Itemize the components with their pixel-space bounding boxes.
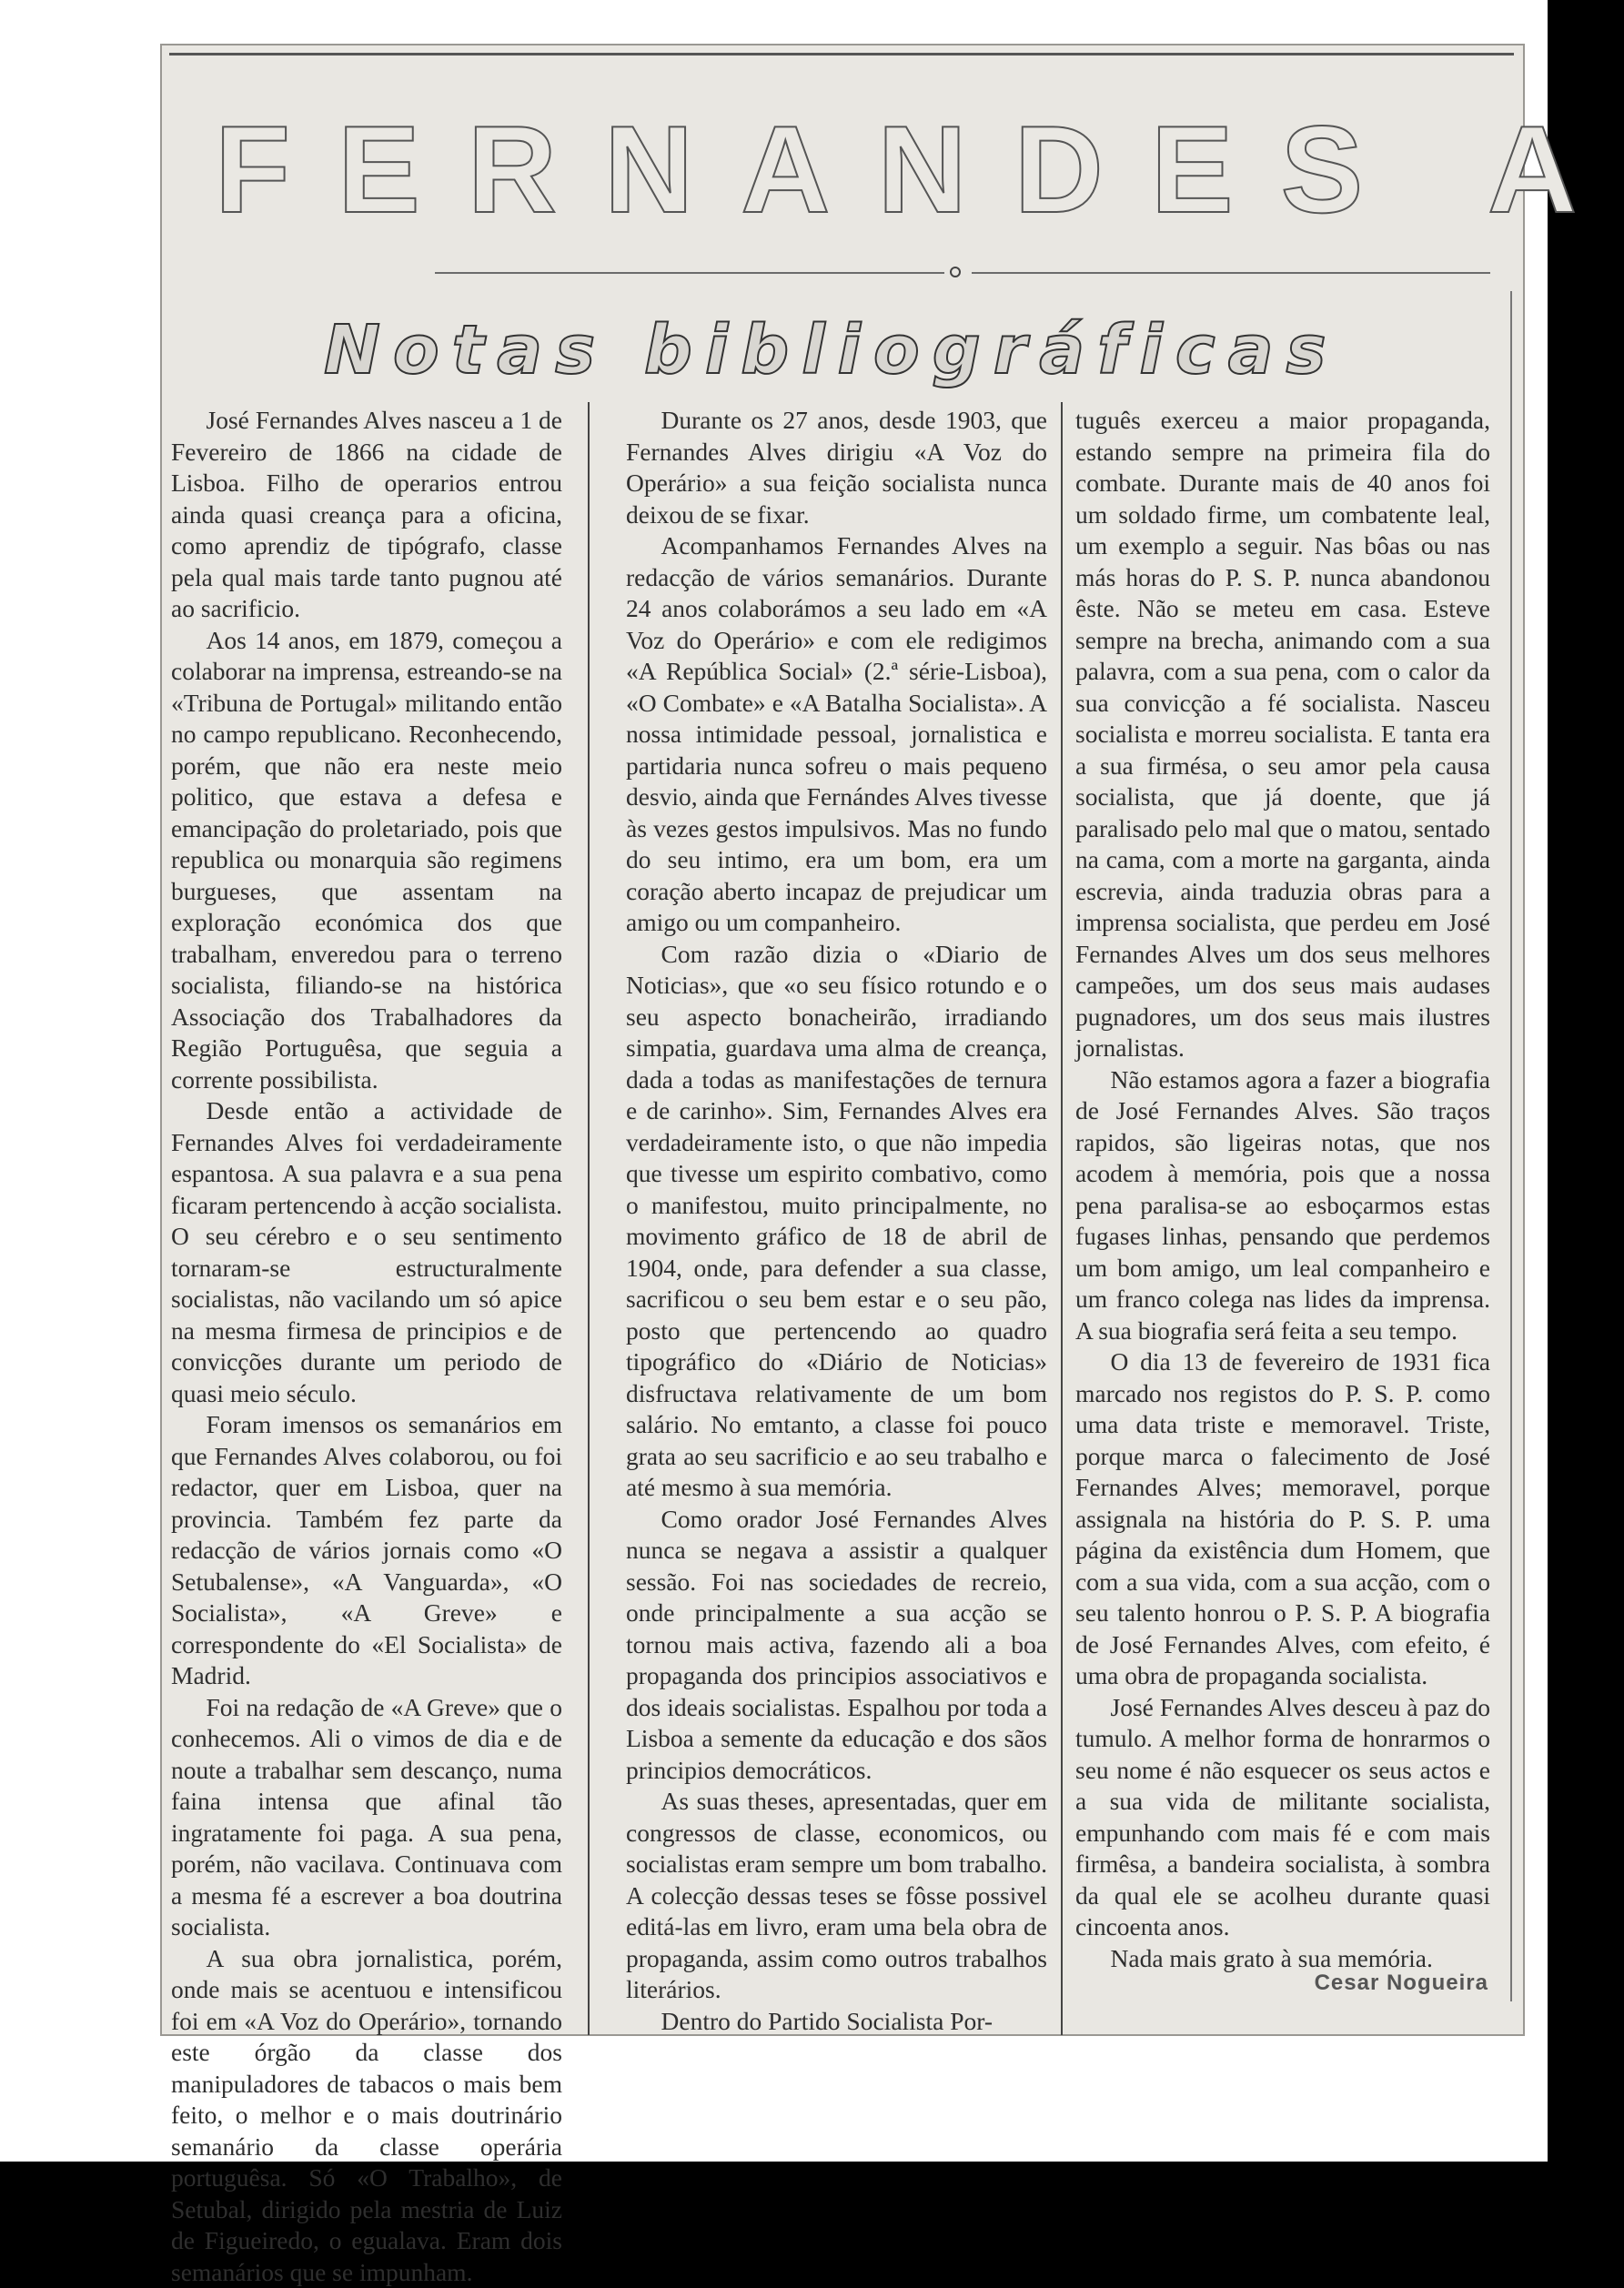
paragraph: O dia 13 de fevereiro de 1931 fica marcado nos registos do P. S. P. como uma data triste e memoravel. Triste, porque marca o falecimento de José Fernandes Alves; memoravel, porque assignala na história do P. S. P. uma página da existência dum Homem, que com a sua vida, com a sua acção, com o seu talento honrou o P. S. P. A biografia de José Fernandes Alves, com efeito, é uma obra de propaganda socialista. [1075,1346,1490,1692]
clipping-edge-line [1510,291,1512,2001]
column-rule [1061,402,1063,2035]
paragraph: Não estamos agora a fazer a biografia de José Fernandes Alves. São traços rapidos, são ligeiras notas, que nos acodem à memória, pois que a nossa pena paralisa-se ao esboçarmos estas fugases linhas, pensando que perdemos um bom amigo, um leal companheiro e um franco colega nas lides da imprensa. A sua biografia será feita a seu tempo. [1075,1064,1490,1347]
paragraph: Dentro do Partido Socialista Por- [626,2006,1047,2038]
article-subtitle: Notas bibliográficas [324,309,1525,391]
masthead-title: FERNANDES A [215,106,1507,233]
ornament-divider [435,267,1490,279]
paragraph: Durante os 27 anos, desde 1903, que Fernandes Alves dirigiu «A Voz do Operário» a sua feição socialista nunca deixou de se fixar. [626,405,1047,530]
paragraph: As suas theses, apresentadas, quer em congressos de classe, economicos, ou socialistas eram sempre um bom trabalho. A colecção dessas teses se fôsse possivel editá-las em livro, eram uma bela obra de propaganda, assim como outros trabalhos literários. [626,1786,1047,2006]
paragraph: Nada mais grato à sua memória. [1075,1943,1490,1975]
author-signature: Cesar Nogueira [1315,1971,1488,1996]
ornament-icon [950,267,961,277]
paragraph: A sua obra jornalistica, porém, onde mais se acentuou e intensificou foi em «A Voz do Operário», tornando este órgão da classe dos manipuladores de tabacos o mais bem feito, o melhor e o mais doutrinário semanário da classe operária portuguêsa. Só «O Trabalho», de Setubal, dirigido pela mestria de Luiz de Figueiredo, o egualava. Eram dois semanários que se impunham. [171,1943,562,2288]
paragraph: Com razão dizia o «Diario de Noticias», que «o seu físico rotundo e o seu aspecto bonacheirão, irradiando simpatia, guardava uma alma de creança, dada a todas as manifestações de ternura e de carinho». Sim, Fernandes Alves era verdadeiramente isto, o que não impedia que tivesse um espirito combativo, como o manifestou, muito principalmente, no movimento gráfico de 18 de abril de 1904, onde, para defender a sua classe, sacrificou o seu bem estar e o seu pão, posto que pertencendo ao quadro tipográfico do «Diário de Noticias» disfructava relativamente de um bom salário. No emtanto, a classe foi pouco grata ao seu sacrificio e ao seu trabalho e até mesmo à sua memória. [626,939,1047,1504]
column-rule [588,402,590,2035]
article-column-3 [1075,405,1490,2042]
newspaper-clipping [160,44,1525,2036]
paragraph: tuguês exerceu a maior propaganda, estando sempre na primeira fila do combate. Durante mais de 40 anos foi um soldado firme, um combatente leal, um exemplo a seguir. Nas bôas ou nas más horas do P. S. P. nunca abandonou êste. Não se meteu em casa. Esteve sempre na brecha, animando com a sua palavra, com a sua pena, com o calor da sua convicção a fé socialista. Nasceu socialista e morreu socialista. E tanta era a sua firmésa, o seu amor pela causa socialista, que já doente, que já paralisado pelo mal que o matou, sentado na cama, com a morte na garganta, ainda escrevia, ainda traduzia obras para a imprensa socialista, que perdeu em José Fernandes Alves um dos seus melhores campeões, um dos seus mais audases pugnadores, um dos seus mais ilustres jornalistas. [1075,405,1490,1064]
paragraph: Foi na redação de «A Greve» que o conhecemos. Ali o vimos de dia e de noute a trabalhar sem descanço, numa faina intensa que afinal tão ingratamente foi paga. A sua pena, porém, não vacilava. Continuava com a mesma fé a escrever a boa doutrina socialista. [171,1692,562,1943]
paragraph: Foram imensos os semanários em que Fernandes Alves colaborou, ou foi redactor, quer em Lisboa, quer na provincia. Também fez parte da redacção de vários jornais como «O Setubalense», «A Vanguarda», «O Socialista», «A Greve» e correspondente do «El Socialista» de Madrid. [171,1409,562,1692]
paragraph: Como orador José Fernandes Alves nunca se negava a assistir a qualquer sessão. Foi nas sociedades de recreio, onde principalmente a sua acção se tornou mais activa, fazendo ali a boa propaganda dos principios associativos e dos ideais socialistas. Espalhou por toda a Lisboa a semente da educação e dos sãos principios democráticos. [626,1504,1047,1787]
paragraph: Aos 14 anos, em 1879, começou a colaborar na imprensa, estreando-se na «Tribuna de Portugal» militando então no campo republicano. Reconhecendo, porém, que não era neste meio politico, que estava a defesa e emancipação do proletariado, pois que republica ou monarquia são regimens burgueses, que assentam na exploração económica dos que trabalham, enveredou para o terreno socialista, filiando-se na histórica Associação dos Trabalhadores da Região Portuguêsa, que seguia a corrente possibilista. [171,625,562,1096]
article-column-2 [626,405,1047,2042]
paragraph: José Fernandes Alves desceu à paz do tumulo. A melhor forma de honrarmos o seu nome é não esquecer os seus actos e a sua vida de militante socialista, empunhando com mais fé e com mais firmêsa, a bandeira socialista, à sombra da qual ele se acolheu durante quasi cincoenta anos. [1075,1692,1490,1943]
paragraph: Acompanhamos Fernandes Alves na redacção de vários semanários. Durante 24 anos colaborámos a seu lado em «A Voz do Operário» e com ele redigimos «A República Social» (2.ª série-Lisboa), «O Combate» e «A Batalha Socialista». A nossa intimidade pessoal, jornalistica e partidaria nunca sofreu o mais pequeno desvio, ainda que Fernándes Alves tivesse às vezes gestos impulsivos. Mas no fundo do seu intimo, era um bom, era um coração aberto incapaz de prejudicar um amigo ou um companheiro. [626,530,1047,939]
paragraph: José Fernandes Alves nasceu a 1 de Fevereiro de 1866 na cidade de Lisboa. Filho de operarios entrou ainda quasi creança para a oficina, como aprendiz de tipógrafo, classe pela qual mais tarde tanto pugnou até ao sacrificio. [171,405,562,625]
top-border-line [169,53,1514,55]
paragraph: Desde então a actividade de Fernandes Alves foi verdadeiramente espantosa. A sua palavra e a sua pena ficaram pertencendo à acção socialista. O seu cérebro e o seu sentimento tornaram-se estructuralmente socialistas, não vacilando um só apice na mesma firmesa de principios e de convicções durante um periodo de quasi meio século. [171,1095,562,1409]
article-column-1 [171,405,562,2042]
